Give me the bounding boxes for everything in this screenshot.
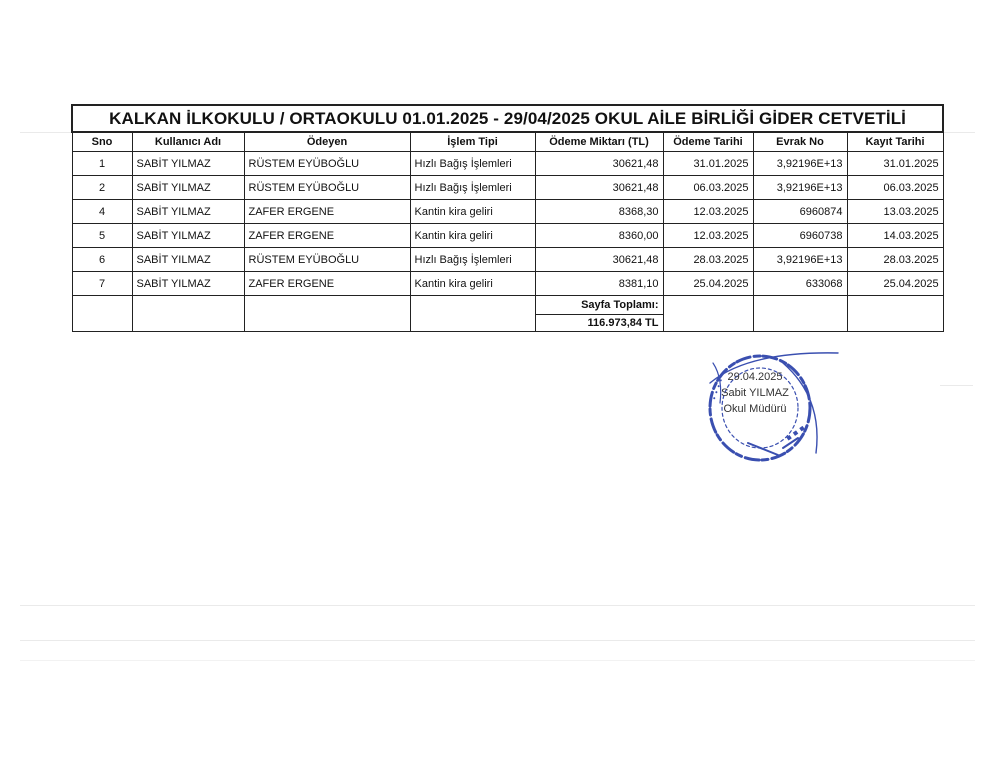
empty-cell — [753, 315, 847, 332]
empty-cell — [72, 296, 132, 315]
cell-reg-date: 28.03.2025 — [847, 248, 943, 272]
cell-sno: 7 — [72, 272, 132, 296]
empty-cell — [244, 296, 410, 315]
empty-cell — [132, 315, 244, 332]
cell-type: Hızlı Bağış İşlemleri — [410, 248, 535, 272]
column-header-amount: Ödeme Miktarı (TL) — [535, 132, 663, 152]
cell-doc-no: 633068 — [753, 272, 847, 296]
svg-text:▪ ▪ ▪: ▪ ▪ ▪ — [783, 423, 807, 443]
document-title: KALKAN İLKOKULU / ORTAOKULU 01.01.2025 - 29/04/2025 OKUL AİLE BİRLİĞİ GİDER CETVETİLİ — [72, 105, 943, 132]
column-header-doc-no: Evrak No — [753, 132, 847, 152]
cell-sno: 6 — [72, 248, 132, 272]
cell-pay-date: 31.01.2025 — [663, 152, 753, 176]
total-value-row — [72, 315, 943, 332]
cell-user: SABİT YILMAZ — [132, 176, 244, 200]
cell-payer: RÜSTEM EYÜBOĞLU — [244, 152, 410, 176]
cell-payer: ZAFER ERGENE — [244, 272, 410, 296]
empty-cell — [410, 296, 535, 315]
column-header-payer: Ödeyen — [244, 132, 410, 152]
empty-cell — [663, 296, 753, 315]
column-header-reg-date: Kayıt Tarihi — [847, 132, 943, 152]
empty-cell — [753, 296, 847, 315]
cell-sno: 1 — [72, 152, 132, 176]
cell-user: SABİT YILMAZ — [132, 224, 244, 248]
cell-payer: ZAFER ERGENE — [244, 200, 410, 224]
cell-reg-date: 31.01.2025 — [847, 152, 943, 176]
empty-cell — [847, 296, 943, 315]
cell-sno: 5 — [72, 224, 132, 248]
cell-pay-date: 12.03.2025 — [663, 200, 753, 224]
empty-cell — [244, 315, 410, 332]
scan-artifact-line — [20, 640, 975, 641]
column-header-user: Kullanıcı Adı — [132, 132, 244, 152]
signature-date: 29.04.2025 — [727, 371, 783, 383]
cell-reg-date: 06.03.2025 — [847, 176, 943, 200]
cell-payer: RÜSTEM EYÜBOĞLU — [244, 176, 410, 200]
cell-payer: RÜSTEM EYÜBOĞLU — [244, 248, 410, 272]
cell-pay-date: 25.04.2025 — [663, 272, 753, 296]
page-total-value: 116.973,84 TL — [535, 315, 663, 332]
cell-doc-no: 3,92196E+13 — [753, 248, 847, 272]
cell-pay-date: 06.03.2025 — [663, 176, 753, 200]
signature-block — [700, 369, 810, 417]
table-row — [72, 152, 943, 176]
empty-cell — [847, 315, 943, 332]
table-row — [72, 248, 943, 272]
cell-doc-no: 3,92196E+13 — [753, 176, 847, 200]
column-header-pay-date: Ödeme Tarihi — [663, 132, 753, 152]
table-row — [72, 176, 943, 200]
cell-type: Kantin kira geliri — [410, 200, 535, 224]
cell-doc-no: 6960874 — [753, 200, 847, 224]
cell-type: Kantin kira geliri — [410, 224, 535, 248]
page-total-label: Sayfa Toplamı: — [535, 296, 663, 315]
cell-type: Hızlı Bağış İşlemleri — [410, 176, 535, 200]
cell-amount: 30621,48 — [535, 176, 663, 200]
cell-user: SABİT YILMAZ — [132, 200, 244, 224]
cell-amount: 8368,30 — [535, 200, 663, 224]
cell-amount: 8360,00 — [535, 224, 663, 248]
cell-sno: 2 — [72, 176, 132, 200]
scan-artifact-line — [940, 385, 973, 386]
empty-cell — [663, 315, 753, 332]
cell-amount: 30621,48 — [535, 248, 663, 272]
empty-cell — [72, 315, 132, 332]
title-row — [72, 105, 943, 132]
signature-role: Okul Müdürü — [723, 403, 787, 415]
cell-reg-date: 25.04.2025 — [847, 272, 943, 296]
cell-sno: 4 — [72, 200, 132, 224]
scan-artifact-line — [20, 660, 975, 661]
cell-reg-date: 14.03.2025 — [847, 224, 943, 248]
cell-pay-date: 28.03.2025 — [663, 248, 753, 272]
cell-user: SABİT YILMAZ — [132, 152, 244, 176]
cell-amount: 8381,10 — [535, 272, 663, 296]
cell-amount: 30621,48 — [535, 152, 663, 176]
column-header-sno: Sno — [72, 132, 132, 152]
signature-name: Sabit YILMAZ — [721, 387, 789, 399]
table-row — [72, 272, 943, 296]
cell-type: Hızlı Bağış İşlemleri — [410, 152, 535, 176]
cell-doc-no: 3,92196E+13 — [753, 152, 847, 176]
column-header-type: İşlem Tipi — [410, 132, 535, 152]
table-row — [72, 224, 943, 248]
scan-artifact-line — [20, 605, 975, 606]
header-row — [72, 132, 943, 152]
empty-cell — [132, 296, 244, 315]
cell-reg-date: 13.03.2025 — [847, 200, 943, 224]
total-label-row — [72, 296, 943, 315]
cell-type: Kantin kira geliri — [410, 272, 535, 296]
expense-table — [71, 104, 944, 332]
cell-doc-no: 6960738 — [753, 224, 847, 248]
svg-text:• • • •: • • • • — [710, 377, 726, 402]
cell-pay-date: 12.03.2025 — [663, 224, 753, 248]
cell-payer: ZAFER ERGENE — [244, 224, 410, 248]
table-row — [72, 200, 943, 224]
empty-cell — [410, 315, 535, 332]
cell-user: SABİT YILMAZ — [132, 272, 244, 296]
cell-user: SABİT YILMAZ — [132, 248, 244, 272]
